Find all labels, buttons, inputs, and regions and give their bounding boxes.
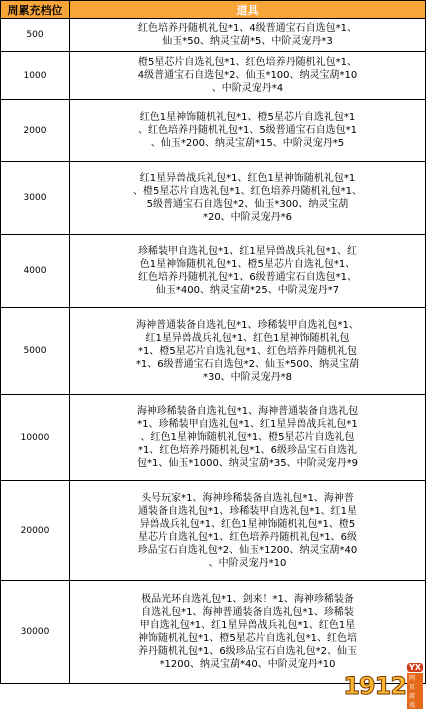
items-cell	[70, 581, 426, 684]
item-line: *1、珍稀装甲自选礼包*1、红1星异兽战兵礼包*1	[72, 418, 423, 431]
item-line: 神饰随机礼包*1、橙5星芯片自选礼包*1、红色培	[72, 632, 423, 645]
item-line: 橙5星芯片自选礼包*1、红色培养丹随机礼包*1、	[72, 56, 423, 69]
item-line: 红1星异兽战兵礼包*1、红色1星神饰随机礼包*1	[72, 172, 423, 185]
site-watermark-logo	[345, 671, 423, 701]
tier-cell: 3000	[1, 162, 70, 235]
item-line: 珍品宝石自选礼包*2、仙玉*1200、纳灵宝葫*40	[72, 544, 423, 557]
watermark-badge-top: YX	[407, 663, 423, 672]
item-line: 仙玉*50、纳灵宝葫*5、中阶灵宠丹*3	[72, 35, 423, 48]
item-line: 海神珍稀装备自选礼包*1、海神普通装备自选礼包	[72, 405, 423, 418]
item-line: 仙玉*400、纳灵宝葫*25、中阶灵宠丹*7	[72, 284, 423, 297]
item-line: *1200、纳灵宝葫*40、中阶灵宠丹*10	[72, 658, 423, 671]
item-line: 包*1、仙玉*1000、纳灵宝葫*35、中阶灵宠丹*9	[72, 457, 423, 470]
item-line: 5级普通宝石自选包*2、仙玉*300、纳灵宝葫	[72, 198, 423, 211]
item-line: 自选礼包*1、海神普通装备自选礼包*1、珍稀装	[72, 606, 423, 619]
items-cell	[70, 235, 426, 308]
items-cell	[70, 308, 426, 395]
table-row	[1, 308, 426, 395]
item-line: 海神普通装备自选礼包*1、珍稀装甲自选礼包*1、	[72, 319, 423, 332]
header-tier: 周累充档位	[1, 1, 70, 19]
item-line: *1、橙5星芯片自选礼包*1、红色培养丹随机礼包	[72, 345, 423, 358]
item-line: 、红色培养丹随机礼包*1、5级普通宝石自选包*1	[72, 124, 423, 137]
item-line: *30、中阶灵宠丹*8	[72, 371, 423, 384]
table-row	[1, 481, 426, 581]
table-row	[1, 581, 426, 684]
tier-cell: 2000	[1, 100, 70, 162]
tier-cell: 10000	[1, 395, 70, 481]
watermark-number: 1912	[343, 672, 406, 700]
tier-cell: 4000	[1, 235, 70, 308]
item-line: 通装备自选礼包*1、珍稀装甲自选礼包*1、红1星	[72, 505, 423, 518]
items-cell	[70, 19, 426, 52]
table-row	[1, 100, 426, 162]
header-items: 道具	[70, 1, 426, 19]
item-line: 红1星异兽战兵礼包*1、红色1星神饰随机礼包	[72, 332, 423, 345]
item-line: 红色培养丹随机礼包*1、4级普通宝石自选包*1、	[72, 22, 423, 35]
tier-cell: 5000	[1, 308, 70, 395]
tier-cell: 500	[1, 19, 70, 52]
item-line: 甲自选礼包*1、红1星异兽战兵礼包*1、红色1星	[72, 619, 423, 632]
item-line: 珍稀装甲自选礼包*1、红1星异兽战兵礼包*1、红	[72, 245, 423, 258]
item-line: 养丹随机礼包*1、6级珍品宝石自选礼包*2、仙玉	[72, 645, 423, 658]
table-row	[1, 162, 426, 235]
item-line: 异兽战兵礼包*1、红色1星神饰随机礼包*1、橙5	[72, 518, 423, 531]
item-line: *1、红色培养丹随机礼包*1、6级珍品宝石自选礼	[72, 444, 423, 457]
item-line: 、红色1星神饰随机礼包*1、橙5星芯片自选礼包	[72, 431, 423, 444]
item-line: 极品光环自选礼包*1、剑来！*1、海神珍稀装备	[72, 593, 423, 606]
item-line: 星芯片自选礼包*1、红色培养丹随机礼包*1、6级	[72, 531, 423, 544]
tier-cell: 20000	[1, 481, 70, 581]
item-line: 、中阶灵宠丹*4	[72, 82, 423, 95]
item-line: 色1星神饰随机礼包*1、橙5星芯片自选礼包*1、	[72, 258, 423, 271]
item-line: *20、中阶灵宠丹*6	[72, 211, 423, 224]
item-line: 、中阶灵宠丹*10	[72, 557, 423, 570]
items-cell	[70, 162, 426, 235]
table-row	[1, 235, 426, 308]
watermark-badge	[407, 663, 423, 709]
table-row	[1, 395, 426, 481]
tier-cell: 1000	[1, 52, 70, 100]
items-cell	[70, 395, 426, 481]
items-cell	[70, 100, 426, 162]
item-line: 红色培养丹随机礼包*1、6级普通宝石自选包*1、	[72, 271, 423, 284]
table-row	[1, 19, 426, 52]
item-line: 、仙玉*200、纳灵宝葫*15、中阶灵宠丹*5	[72, 137, 423, 150]
items-cell	[70, 52, 426, 100]
item-line: 头号玩家*1、海神珍稀装备自选礼包*1、海神普	[72, 492, 423, 505]
item-line: 、橙5星芯片自选礼包*1、红色培养丹随机礼包*1、	[72, 185, 423, 198]
watermark-badge-sub: 网页游	[407, 673, 423, 709]
table-header-row	[1, 1, 426, 19]
item-line: *1、6级普通宝石自选包*2、仙玉*500、纳灵宝葫	[72, 358, 423, 371]
item-line: 红色1星神饰随机礼包*1、橙5星芯片自选礼包*1	[72, 111, 423, 124]
table-row	[1, 52, 426, 100]
tier-cell: 30000	[1, 581, 70, 684]
item-line: 4级普通宝石自选包*2、仙玉*100、纳灵宝葫*10	[72, 69, 423, 82]
items-cell	[70, 481, 426, 581]
